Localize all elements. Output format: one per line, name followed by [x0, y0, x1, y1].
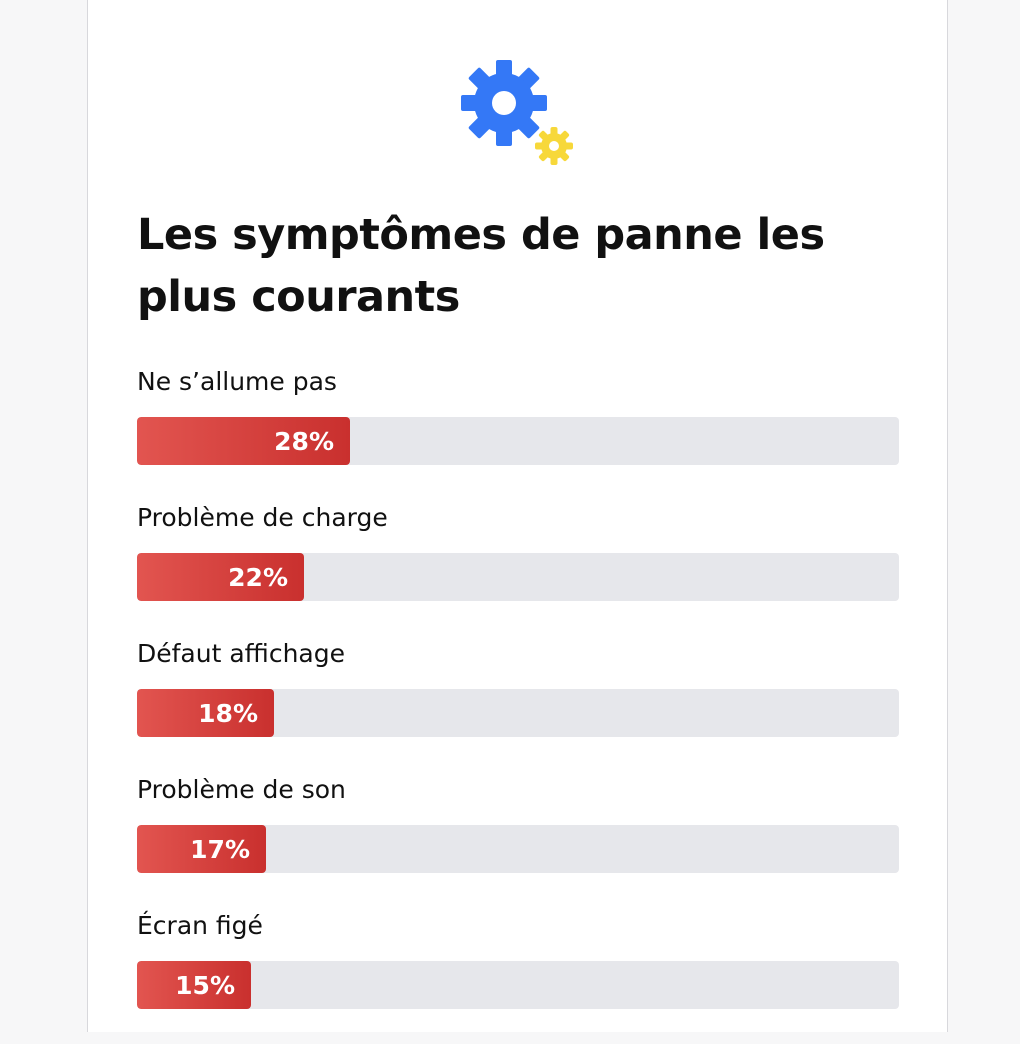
gears-icon [461, 60, 577, 166]
bar-track [137, 825, 899, 873]
bar-track [137, 689, 899, 737]
value-label: 22% [228, 562, 288, 592]
chart-row [137, 500, 899, 636]
category-label: Problème de charge [137, 503, 388, 532]
chart-row [137, 636, 899, 772]
category-label: Problème de son [137, 775, 346, 804]
category-label: Ne s’allume pas [137, 367, 337, 396]
gear-small-icon [535, 127, 573, 165]
chart-row [137, 364, 899, 500]
gear-large-icon [461, 60, 547, 146]
bar [137, 961, 251, 1009]
category-label: Écran figé [137, 911, 263, 940]
chart-row [137, 772, 899, 908]
bar [137, 417, 350, 465]
value-label: 15% [175, 970, 235, 1000]
value-label: 28% [274, 426, 334, 456]
bar-track [137, 961, 899, 1009]
bar [137, 689, 274, 737]
bar-track [137, 417, 899, 465]
category-label: Défaut affichage [137, 639, 345, 668]
content-card [87, 0, 948, 1032]
bar [137, 553, 304, 601]
chart-row [137, 908, 899, 1044]
bar-track [137, 553, 899, 601]
value-label: 17% [190, 834, 250, 864]
value-label: 18% [198, 698, 258, 728]
page-title: Les symptômes de panne les plus courants [137, 210, 825, 322]
symptoms-bar-chart [137, 364, 899, 1044]
bar [137, 825, 266, 873]
